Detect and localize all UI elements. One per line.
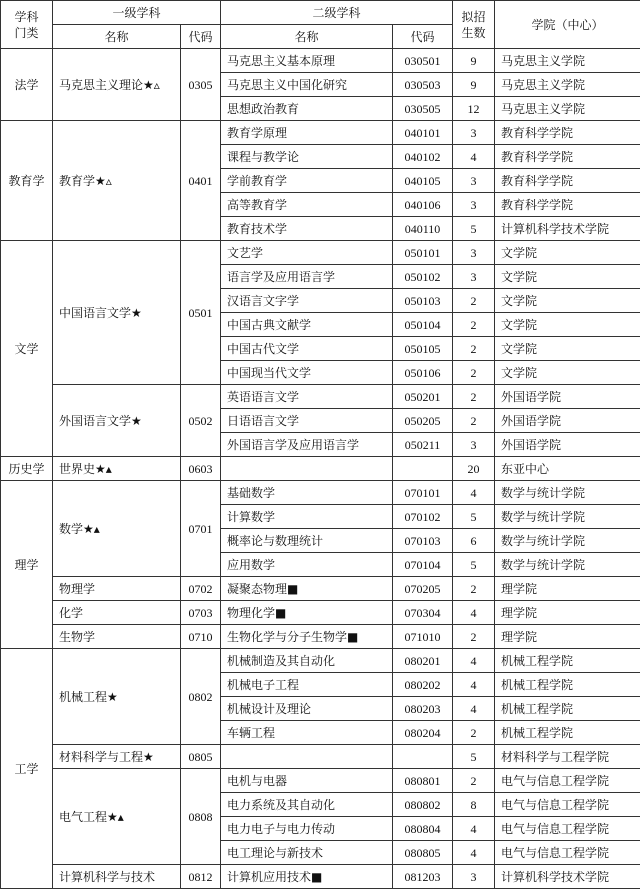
table-row xyxy=(1,481,640,505)
first-level-name: 电气工程★▴ xyxy=(53,769,181,865)
header-quota: 拟招 生数 xyxy=(453,1,495,49)
quota: 3 xyxy=(453,121,495,145)
quota: 12 xyxy=(453,97,495,121)
quota: 3 xyxy=(453,265,495,289)
second-level-name: 日语语言文学 xyxy=(221,409,393,433)
quota: 6 xyxy=(453,529,495,553)
second-level-name: 机械电子工程 xyxy=(221,673,393,697)
second-level-name: 课程与教学论 xyxy=(221,145,393,169)
table-row xyxy=(1,769,640,793)
second-level-name: 学前教育学 xyxy=(221,169,393,193)
college: 数学与统计学院 xyxy=(495,481,640,505)
college: 计算机科学技术学院 xyxy=(495,865,640,889)
header-first-code: 代码 xyxy=(181,25,221,49)
category-cell: 历史学 xyxy=(1,457,53,481)
quota: 3 xyxy=(453,241,495,265)
quota: 5 xyxy=(453,745,495,769)
table-row xyxy=(1,601,640,625)
college: 电气与信息工程学院 xyxy=(495,769,640,793)
college: 教育科学学院 xyxy=(495,193,640,217)
first-level-name: 材料科学与工程★ xyxy=(53,745,181,769)
second-level-code xyxy=(393,457,453,481)
college: 电气与信息工程学院 xyxy=(495,841,640,865)
college: 教育科学学院 xyxy=(495,121,640,145)
first-level-name: 机械工程★ xyxy=(53,649,181,745)
quota: 4 xyxy=(453,481,495,505)
category-cell: 法学 xyxy=(1,49,53,121)
second-level-code: 070101 xyxy=(393,481,453,505)
second-level-code: 040106 xyxy=(393,193,453,217)
quota: 20 xyxy=(453,457,495,481)
first-level-code: 0802 xyxy=(181,649,221,745)
table-row xyxy=(1,577,640,601)
table-row xyxy=(1,49,640,73)
second-level-name: 机械制造及其自动化 xyxy=(221,649,393,673)
second-level-code: 030501 xyxy=(393,49,453,73)
college: 文学院 xyxy=(495,289,640,313)
first-level-code: 0502 xyxy=(181,385,221,457)
quota: 3 xyxy=(453,865,495,889)
college: 理学院 xyxy=(495,577,640,601)
second-level-name: 凝聚态物理■ xyxy=(221,577,393,601)
table-row xyxy=(1,745,640,769)
college: 机械工程学院 xyxy=(495,721,640,745)
second-level-code: 040101 xyxy=(393,121,453,145)
first-level-name: 数学★▴ xyxy=(53,481,181,577)
second-level-name: 中国古典文献学 xyxy=(221,313,393,337)
second-level-code: 050101 xyxy=(393,241,453,265)
second-level-name: 电工理论与新技术 xyxy=(221,841,393,865)
category-cell: 教育学 xyxy=(1,121,53,241)
first-level-name: 计算机科学与技术 xyxy=(53,865,181,889)
second-level-name: 中国现当代文学 xyxy=(221,361,393,385)
table-row xyxy=(1,121,640,145)
second-level-name: 电力系统及其自动化 xyxy=(221,793,393,817)
header-first-name: 名称 xyxy=(53,25,181,49)
second-level-code: 071010 xyxy=(393,625,453,649)
second-level-name: 车辆工程 xyxy=(221,721,393,745)
college: 外国语学院 xyxy=(495,385,640,409)
second-level-code: 050211 xyxy=(393,433,453,457)
first-level-code: 0710 xyxy=(181,625,221,649)
second-level-name: 教育技术学 xyxy=(221,217,393,241)
college: 教育科学学院 xyxy=(495,145,640,169)
second-level-code: 050201 xyxy=(393,385,453,409)
first-level-name: 化学 xyxy=(53,601,181,625)
second-level-code: 081203 xyxy=(393,865,453,889)
second-level-code: 040105 xyxy=(393,169,453,193)
second-level-code: 080201 xyxy=(393,649,453,673)
first-level-name: 生物学 xyxy=(53,625,181,649)
quota: 4 xyxy=(453,841,495,865)
second-level-code: 030503 xyxy=(393,73,453,97)
second-level-code: 070104 xyxy=(393,553,453,577)
college: 东亚中心 xyxy=(495,457,640,481)
second-level-name: 教育学原理 xyxy=(221,121,393,145)
category-cell: 工学 xyxy=(1,649,53,889)
second-level-code: 080801 xyxy=(393,769,453,793)
second-level-name: 马克思主义基本原理 xyxy=(221,49,393,73)
second-level-name: 文艺学 xyxy=(221,241,393,265)
quota: 4 xyxy=(453,697,495,721)
quota: 2 xyxy=(453,721,495,745)
college: 数学与统计学院 xyxy=(495,553,640,577)
first-level-code: 0401 xyxy=(181,121,221,241)
quota: 9 xyxy=(453,73,495,97)
table-row xyxy=(1,625,640,649)
header-first-level: 一级学科 xyxy=(53,1,221,25)
first-level-code: 0702 xyxy=(181,577,221,601)
second-level-name: 马克思主义中国化研究 xyxy=(221,73,393,97)
quota: 2 xyxy=(453,769,495,793)
college: 机械工程学院 xyxy=(495,697,640,721)
first-level-code: 0805 xyxy=(181,745,221,769)
second-level-code: 050106 xyxy=(393,361,453,385)
quota: 5 xyxy=(453,505,495,529)
quota: 5 xyxy=(453,553,495,577)
college: 机械工程学院 xyxy=(495,673,640,697)
second-level-name: 计算数学 xyxy=(221,505,393,529)
second-level-code: 080805 xyxy=(393,841,453,865)
college: 理学院 xyxy=(495,601,640,625)
second-level-name: 应用数学 xyxy=(221,553,393,577)
college: 外国语学院 xyxy=(495,433,640,457)
second-level-code: 080203 xyxy=(393,697,453,721)
college: 外国语学院 xyxy=(495,409,640,433)
college: 马克思主义学院 xyxy=(495,73,640,97)
college: 教育科学学院 xyxy=(495,169,640,193)
college: 数学与统计学院 xyxy=(495,505,640,529)
second-level-name: 概率论与数理统计 xyxy=(221,529,393,553)
quota: 9 xyxy=(453,49,495,73)
second-level-name xyxy=(221,457,393,481)
table-body xyxy=(1,49,640,889)
second-level-code: 070304 xyxy=(393,601,453,625)
first-level-name: 外国语言文学★ xyxy=(53,385,181,457)
second-level-name: 电机与电器 xyxy=(221,769,393,793)
quota: 2 xyxy=(453,361,495,385)
second-level-code: 050205 xyxy=(393,409,453,433)
first-level-name: 物理学 xyxy=(53,577,181,601)
college: 文学院 xyxy=(495,313,640,337)
college: 文学院 xyxy=(495,361,640,385)
category-cell: 文学 xyxy=(1,241,53,457)
second-level-name: 电力电子与电力传动 xyxy=(221,817,393,841)
college: 文学院 xyxy=(495,265,640,289)
quota: 4 xyxy=(453,649,495,673)
quota: 4 xyxy=(453,817,495,841)
second-level-code: 050104 xyxy=(393,313,453,337)
second-level-name: 外国语言学及应用语言学 xyxy=(221,433,393,457)
college: 电气与信息工程学院 xyxy=(495,793,640,817)
quota: 3 xyxy=(453,169,495,193)
first-level-code: 0701 xyxy=(181,481,221,577)
first-level-name: 中国语言文学★ xyxy=(53,241,181,385)
quota: 8 xyxy=(453,793,495,817)
header-second-code: 代码 xyxy=(393,25,453,49)
second-level-name: 基础数学 xyxy=(221,481,393,505)
header-row-1 xyxy=(1,1,640,25)
first-level-code: 0703 xyxy=(181,601,221,625)
college: 数学与统计学院 xyxy=(495,529,640,553)
header-second-level: 二级学科 xyxy=(221,1,453,25)
first-level-name: 教育学★▵ xyxy=(53,121,181,241)
second-level-name: 英语语言文学 xyxy=(221,385,393,409)
quota: 3 xyxy=(453,193,495,217)
second-level-code: 080202 xyxy=(393,673,453,697)
second-level-name xyxy=(221,745,393,769)
second-level-code: 050103 xyxy=(393,289,453,313)
second-level-code: 070103 xyxy=(393,529,453,553)
second-level-name: 汉语言文字学 xyxy=(221,289,393,313)
table-row xyxy=(1,457,640,481)
quota: 2 xyxy=(453,385,495,409)
quota: 5 xyxy=(453,217,495,241)
header-category: 学科 门类 xyxy=(1,1,53,49)
header-second-name: 名称 xyxy=(221,25,393,49)
quota: 2 xyxy=(453,409,495,433)
second-level-code: 030505 xyxy=(393,97,453,121)
second-level-code: 080804 xyxy=(393,817,453,841)
second-level-code: 040110 xyxy=(393,217,453,241)
quota: 4 xyxy=(453,673,495,697)
college: 电气与信息工程学院 xyxy=(495,817,640,841)
first-level-name: 马克思主义理论★▵ xyxy=(53,49,181,121)
college: 理学院 xyxy=(495,625,640,649)
college: 计算机科学技术学院 xyxy=(495,217,640,241)
second-level-code: 080204 xyxy=(393,721,453,745)
first-level-code: 0603 xyxy=(181,457,221,481)
second-level-code: 080802 xyxy=(393,793,453,817)
quota: 2 xyxy=(453,625,495,649)
college: 材料科学与工程学院 xyxy=(495,745,640,769)
quota: 4 xyxy=(453,601,495,625)
quota: 2 xyxy=(453,313,495,337)
college: 文学院 xyxy=(495,241,640,265)
second-level-code: 050105 xyxy=(393,337,453,361)
second-level-code: 040102 xyxy=(393,145,453,169)
first-level-name: 世界史★▴ xyxy=(53,457,181,481)
category-cell: 理学 xyxy=(1,481,53,649)
quota: 3 xyxy=(453,433,495,457)
second-level-name: 生物化学与分子生物学■ xyxy=(221,625,393,649)
header-college: 学院（中心） xyxy=(495,1,640,49)
college: 文学院 xyxy=(495,337,640,361)
second-level-name: 高等教育学 xyxy=(221,193,393,217)
quota: 2 xyxy=(453,337,495,361)
first-level-code: 0808 xyxy=(181,769,221,865)
second-level-code: 050102 xyxy=(393,265,453,289)
second-level-code: 070102 xyxy=(393,505,453,529)
college: 马克思主义学院 xyxy=(495,49,640,73)
second-level-name: 中国古代文学 xyxy=(221,337,393,361)
college: 马克思主义学院 xyxy=(495,97,640,121)
second-level-code: 070205 xyxy=(393,577,453,601)
quota: 2 xyxy=(453,289,495,313)
first-level-code: 0305 xyxy=(181,49,221,121)
college: 机械工程学院 xyxy=(495,649,640,673)
second-level-name: 机械设计及理论 xyxy=(221,697,393,721)
first-level-code: 0812 xyxy=(181,865,221,889)
second-level-name: 计算机应用技术■ xyxy=(221,865,393,889)
quota: 4 xyxy=(453,145,495,169)
second-level-code xyxy=(393,745,453,769)
table-row xyxy=(1,649,640,673)
table-row xyxy=(1,385,640,409)
quota: 2 xyxy=(453,577,495,601)
second-level-name: 语言学及应用语言学 xyxy=(221,265,393,289)
second-level-name: 思想政治教育 xyxy=(221,97,393,121)
first-level-code: 0501 xyxy=(181,241,221,385)
table-row xyxy=(1,241,640,265)
second-level-name: 物理化学■ xyxy=(221,601,393,625)
